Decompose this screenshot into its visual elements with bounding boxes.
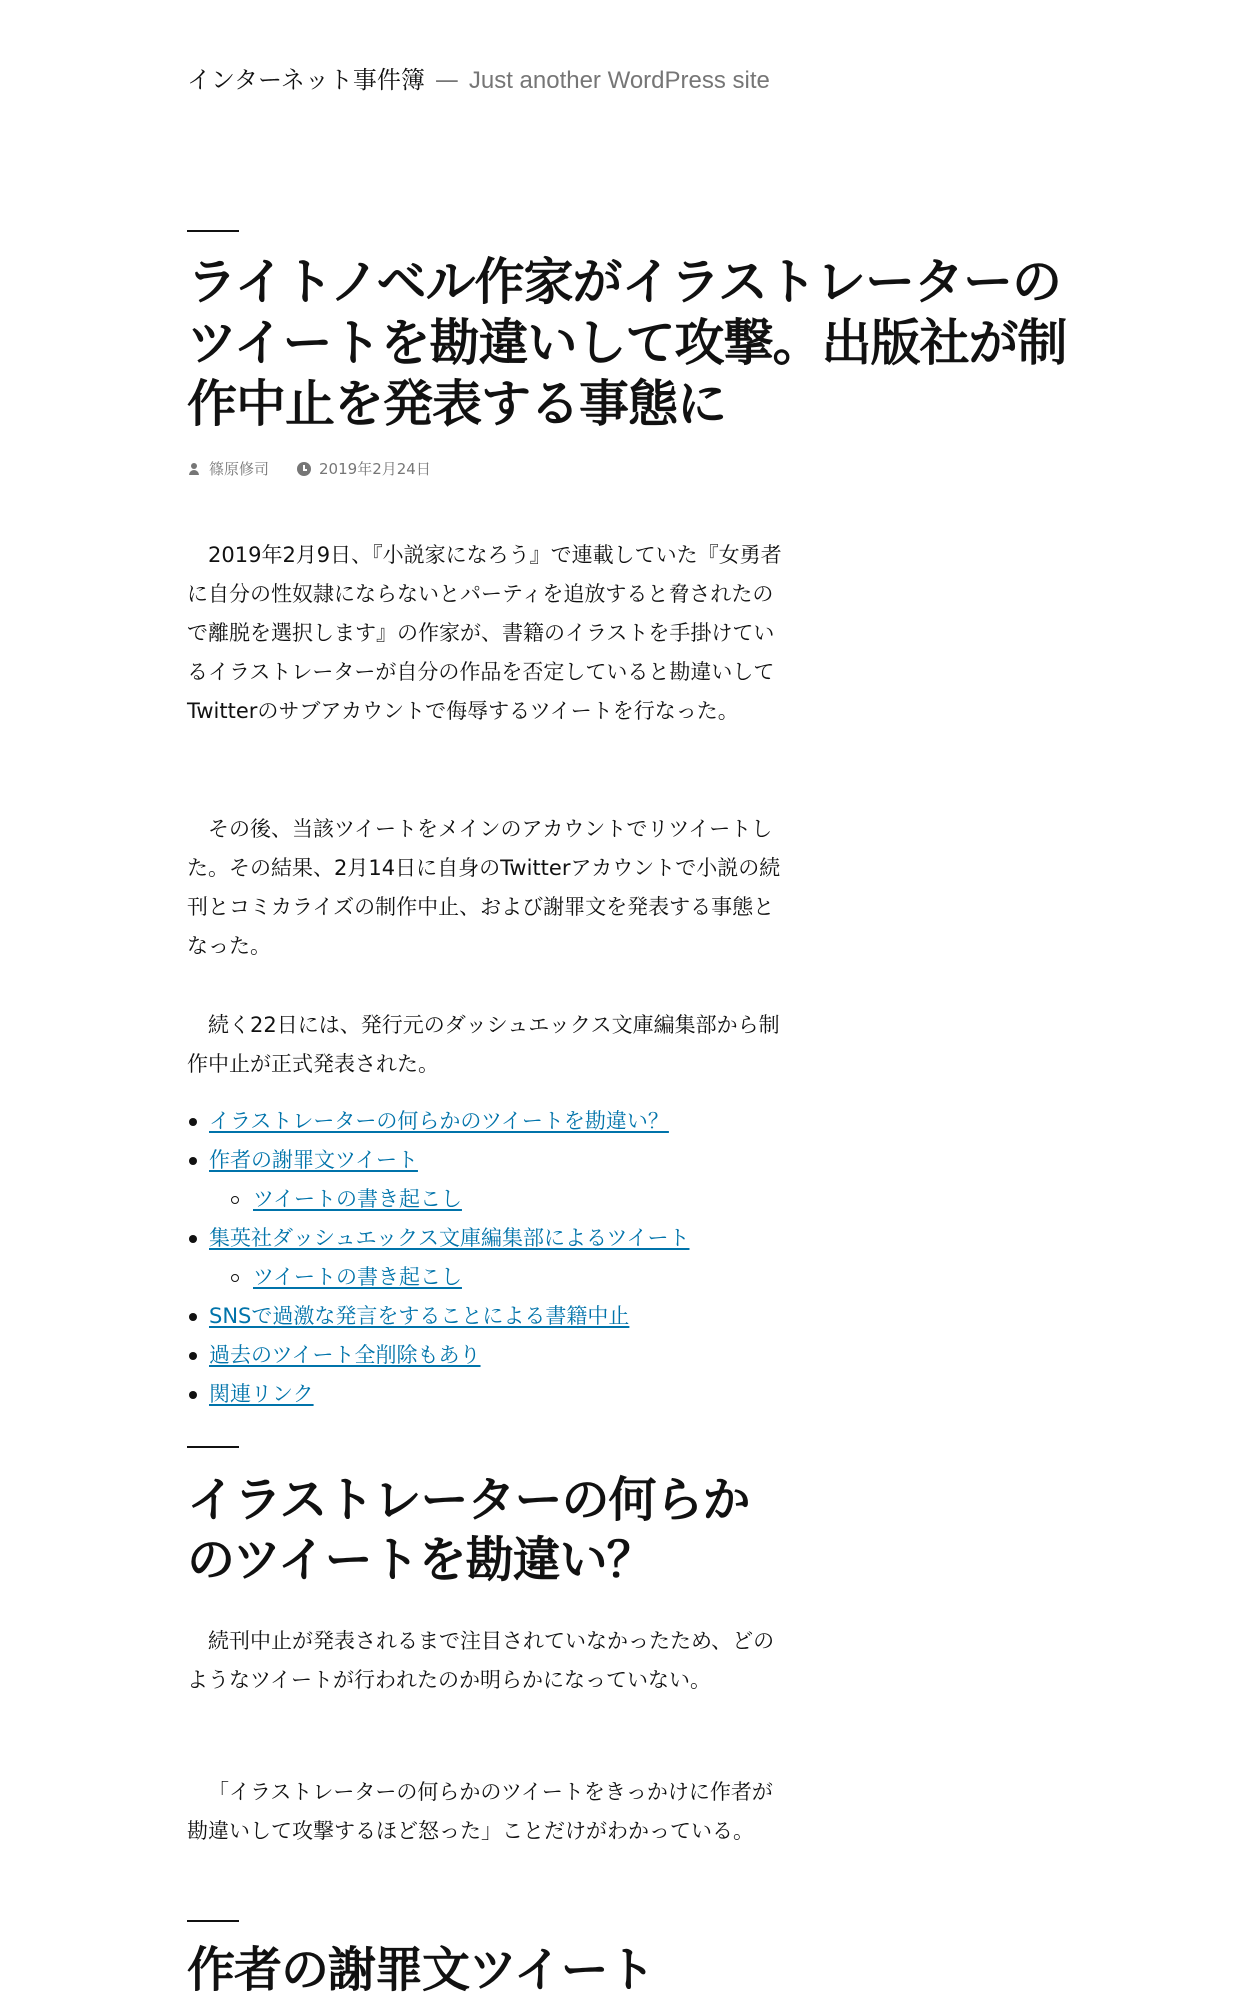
toc-item — [187, 1336, 807, 1375]
toc-link[interactable]: ツイートの書き起こし — [253, 1265, 462, 1289]
toc-link[interactable]: 作者の謝罪文ツイート — [209, 1148, 418, 1172]
toc-link[interactable]: SNSで過激な発言をすることによる書籍中止 — [209, 1304, 630, 1328]
article-author[interactable]: 篠原修司 — [209, 460, 270, 478]
toc-subitem — [187, 1180, 807, 1219]
section-heading-2: 作者の謝罪文ツイート — [187, 1942, 655, 1998]
site-description: Just another WordPress site — [468, 67, 770, 94]
intro-paragraph-2: その後、当該ツイートをメインのアカウントでリツイートした。その結果、2月14日に自身のTwitterアカウントで小説の続刊とコミカライズの制作中止、および謝罪文を発表する事態となった。 — [187, 817, 781, 958]
toc-item — [187, 1375, 807, 1414]
person-icon — [187, 462, 201, 476]
intro-paragraph-3: 続く22日には、発行元のダッシュエックス文庫編集部から制作中止が正式発表された。 — [187, 1013, 780, 1076]
toc-link[interactable]: 関連リンク — [209, 1382, 314, 1406]
site-title-separator: — — [434, 66, 459, 94]
toc-link[interactable]: 過去のツイート全削除もあり — [209, 1343, 481, 1367]
table-of-contents — [187, 1102, 807, 1414]
toc-item — [187, 1141, 807, 1180]
toc-item — [187, 1219, 807, 1258]
toc-link[interactable]: ツイートの書き起こし — [253, 1187, 462, 1211]
section-1-paragraph-1: 続刊中止が発表されるまで注目されていなかったため、どのようなツイートが行われたのか明らかになっていない。 — [187, 1629, 775, 1692]
toc-subitem — [187, 1258, 807, 1297]
clock-icon — [297, 462, 311, 476]
article-title: ライトノベル作家がイラストレーターのツイートを勘違いして攻撃。出版社が制作中止を発表する事態に — [187, 253, 1067, 433]
site-title[interactable]: インターネット事件簿 — [187, 66, 425, 94]
toc-item — [187, 1297, 807, 1336]
site-header — [187, 62, 770, 99]
toc-link[interactable]: 集英社ダッシュエックス文庫編集部によるツイート — [209, 1226, 690, 1250]
article-date[interactable]: 2019年2月24日 — [319, 460, 431, 478]
title-divider — [187, 230, 239, 232]
toc-link[interactable]: イラストレーターの何らかのツイートを勘違い？ — [209, 1109, 669, 1133]
section-heading-1: イラストレーターの何らかのツイートを勘違い？ — [187, 1472, 750, 1588]
section-divider — [187, 1920, 239, 1922]
toc-item — [187, 1102, 807, 1141]
article-meta — [187, 458, 431, 480]
intro-paragraph-1: 2019年2月9日、『小説家になろう』で連載していた『女勇者に自分の性奴隷にならないとパーティを追放すると脅されたので離脱を選択します』の作家が、書籍のイラストを手掛けているイラストレーターが自分の作品を否定していると勘違いしてTwitterのサブアカウントで侮辱するツイートを行なった。 — [187, 543, 782, 723]
section-1-paragraph-2: 「イラストレーターの何らかのツイートをきっかけに作者が勘違いして攻撃するほど怒った」ことだけがわかっている。 — [187, 1780, 773, 1843]
section-divider — [187, 1446, 239, 1448]
